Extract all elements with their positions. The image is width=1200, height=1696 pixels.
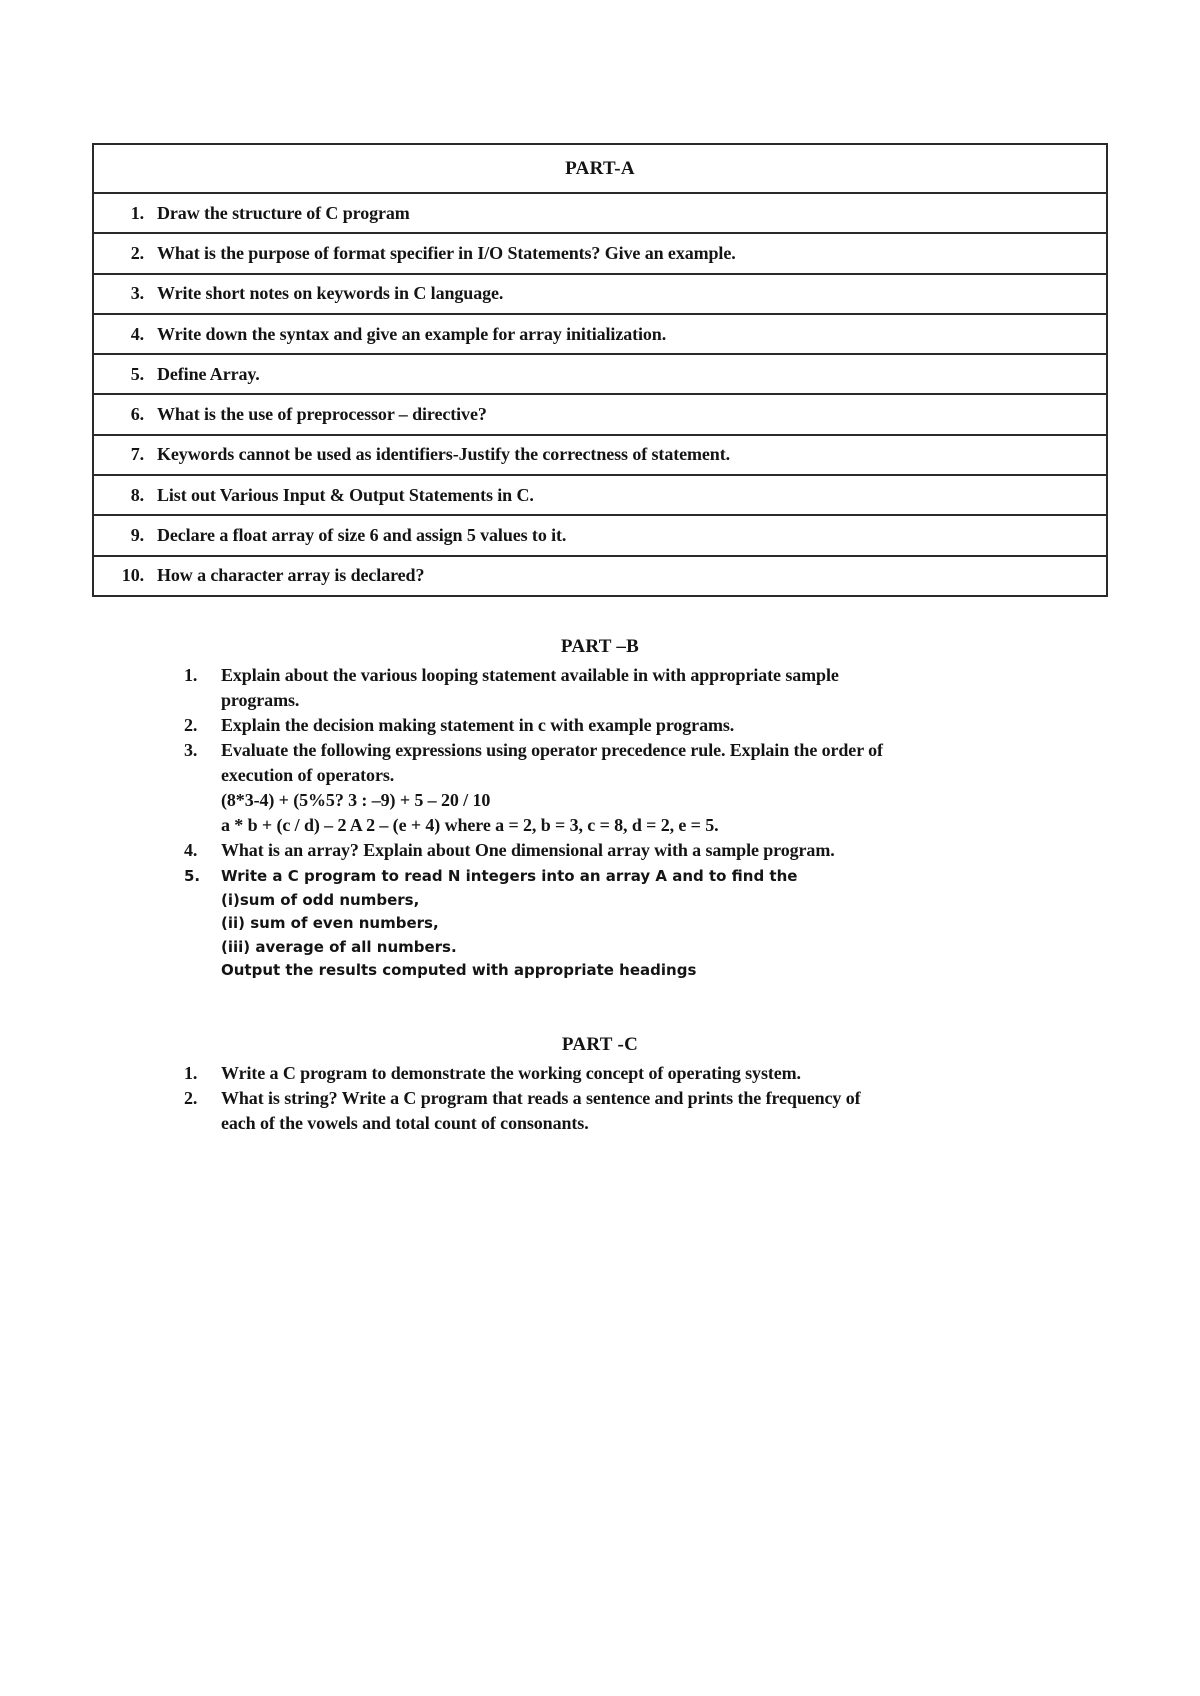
expression-line: a * b + (c / d) – 2 A 2 – (e + 4) where a = 2, b = 3, c = 8, d = 2, e = 5. — [221, 815, 719, 835]
question-number: 4. — [130, 323, 144, 344]
part-a-table — [92, 143, 1108, 597]
part-c-section — [92, 1032, 1108, 1136]
question-subline: (ii) sum of even numbers, — [221, 914, 439, 932]
question-subline: Output the results computed with appropriate headings — [221, 961, 697, 979]
part-b-item-1 — [92, 663, 1108, 713]
part-a-row-10 — [94, 555, 1106, 595]
part-a-row-1 — [94, 192, 1106, 232]
question-number: 2. — [130, 242, 144, 263]
question-line: What is string? Write a C program that reads a sentence and prints the frequency of — [221, 1088, 861, 1108]
question-subline: (i)sum of odd numbers, — [221, 890, 420, 909]
part-c-title: PART -C — [561, 1034, 639, 1055]
question-subline: (iii) average of all numbers. — [221, 937, 457, 956]
question-line: Explain the decision making statement in c with example programs. — [221, 715, 735, 735]
expression-line: (8*3-4) + (5%5? 3 : –9) + 5 – 20 / 10 — [221, 790, 491, 810]
question-number: 3. — [130, 283, 144, 304]
question-line: execution of operators. — [221, 765, 395, 785]
question-line: What is an array? Explain about One dimensional array with a sample program. — [221, 840, 835, 860]
question-number: 5. — [184, 867, 201, 885]
question-number: 1. — [184, 1063, 198, 1083]
question-text: Draw the structure of C program — [157, 202, 410, 223]
question-text — [221, 663, 1108, 713]
part-a-row-4 — [94, 313, 1106, 353]
part-a-row-8 — [94, 474, 1106, 514]
part-a-row-7 — [94, 434, 1106, 474]
question-text: Keywords cannot be used as identifiers-Justify the correctness of statement. — [157, 444, 730, 465]
question-number: 7. — [130, 444, 144, 465]
part-a-header-row — [94, 145, 1106, 192]
question-number: 1. — [130, 202, 144, 223]
question-number: 10. — [121, 565, 144, 586]
part-b-item-2 — [92, 713, 1108, 738]
part-b-section — [92, 634, 1108, 983]
part-c-item-1 — [92, 1061, 1108, 1086]
question-text — [221, 1086, 1108, 1136]
question-text: List out Various Input & Output Statements in C. — [157, 484, 534, 505]
question-text: Write down the syntax and give an example for array initialization. — [157, 323, 667, 344]
question-text — [221, 865, 1108, 983]
question-text: How a character array is declared? — [157, 565, 425, 586]
question-line: Explain about the various looping statement available in with appropriate sample — [221, 665, 839, 685]
question-text — [221, 738, 1108, 838]
question-line: Write a C program to read N integers into an array A and to find the — [221, 867, 798, 885]
question-text: Write short notes on keywords in C language. — [157, 283, 504, 304]
question-text: What is the purpose of format specifier in I/O Statements? Give an example. — [157, 242, 736, 263]
question-text — [221, 1061, 1108, 1086]
part-a-title: PART-A — [565, 157, 635, 179]
question-number: 2. — [184, 1088, 198, 1108]
part-a-row-2 — [94, 232, 1106, 272]
question-line: Evaluate the following expressions using operator precedence rule. Explain the order of — [221, 740, 883, 760]
question-text: What is the use of preprocessor – directive? — [157, 404, 487, 425]
question-number: 4. — [184, 840, 198, 860]
question-line: programs. — [221, 690, 300, 710]
part-b-title: PART –B — [560, 636, 640, 657]
part-b-item-4 — [92, 838, 1108, 863]
question-number: 1. — [184, 665, 198, 685]
question-line: each of the vowels and total count of consonants. — [221, 1113, 589, 1133]
question-number: 3. — [184, 740, 198, 760]
part-b-item-3 — [92, 738, 1108, 838]
question-number: 9. — [130, 525, 144, 546]
question-number: 6. — [130, 404, 144, 425]
part-a-row-6 — [94, 393, 1106, 433]
part-a-row-3 — [94, 273, 1106, 313]
question-text — [221, 713, 1108, 738]
question-number: 8. — [130, 484, 144, 505]
question-text: Declare a float array of size 6 and assign 5 values to it. — [157, 525, 567, 546]
part-a-row-5 — [94, 353, 1106, 393]
part-b-item-5 — [92, 865, 1108, 983]
part-c-item-2 — [92, 1086, 1108, 1136]
question-number: 5. — [130, 363, 144, 384]
question-text — [221, 838, 1108, 863]
question-text: Define Array. — [157, 363, 260, 384]
part-a-row-9 — [94, 514, 1106, 554]
question-number: 2. — [184, 715, 198, 735]
question-line: Write a C program to demonstrate the working concept of operating system. — [221, 1063, 801, 1083]
